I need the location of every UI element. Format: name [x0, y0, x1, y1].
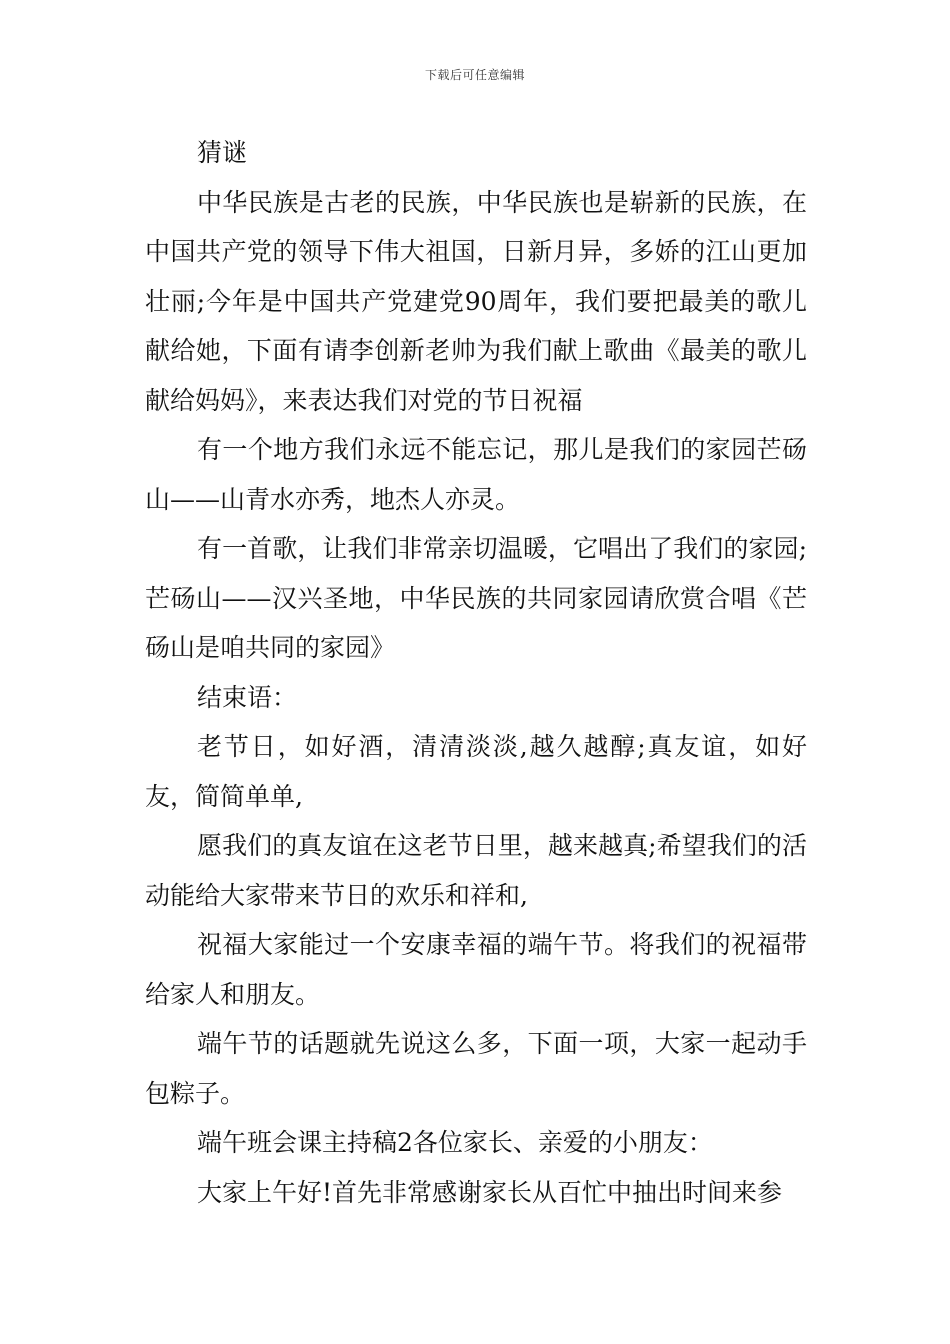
- paragraph: 大家上午好!首先非常感谢家长从百忙中抽出时间来参: [197, 1177, 783, 1207]
- paragraph-riddle-heading: 猜谜: [197, 138, 248, 167]
- paragraph: 愿我们的真友谊在这老节日里，越来越真;希望我们的活动能给大家带来节日的欢乐和祥和,: [145, 831, 807, 910]
- paragraph-closing-heading: 结束语：: [197, 682, 298, 712]
- paragraph: 祝福大家能过一个安康幸福的端午节。将我们的祝福带给家人和朋友。: [145, 930, 807, 1009]
- paragraph: 有一首歌，让我们非常亲切温暖，它唱出了我们的家园;芒砀山——汉兴圣地，中华民族的共同家园请欣赏合唱《芒砀山是咱共同的家园》: [145, 534, 807, 662]
- paragraph: 端午班会课主持稿2各位家长、亲爱的小朋友：: [197, 1128, 713, 1157]
- paragraph: 老节日，如好酒，清清淡淡,越久越醇;真友谊，如好友，简简单单,: [145, 732, 807, 811]
- header-note: 下载后可任意编辑: [424, 68, 525, 82]
- paragraph: 有一个地方我们永远不能忘记，那儿是我们的家园芒砀山——山青水亦秀，地杰人亦灵。: [145, 435, 807, 514]
- document-body: [145, 128, 807, 1217]
- paragraph: 中华民族是古老的民族，中华民族也是崭新的民族，在中国共产党的领导下伟大祖国，日新月异，多娇的江山更加壮丽;今年是中国共产党建党90周年，我们要把最美的歌儿献给她，下面有请李创新老帅为我们献上歌曲《最美的歌儿献给妈妈》，来表达我们对党的节日祝福: [145, 187, 807, 415]
- paragraph: 端午节的话题就先说这么多，下面一项，大家一起动手包粽子。: [145, 1029, 807, 1108]
